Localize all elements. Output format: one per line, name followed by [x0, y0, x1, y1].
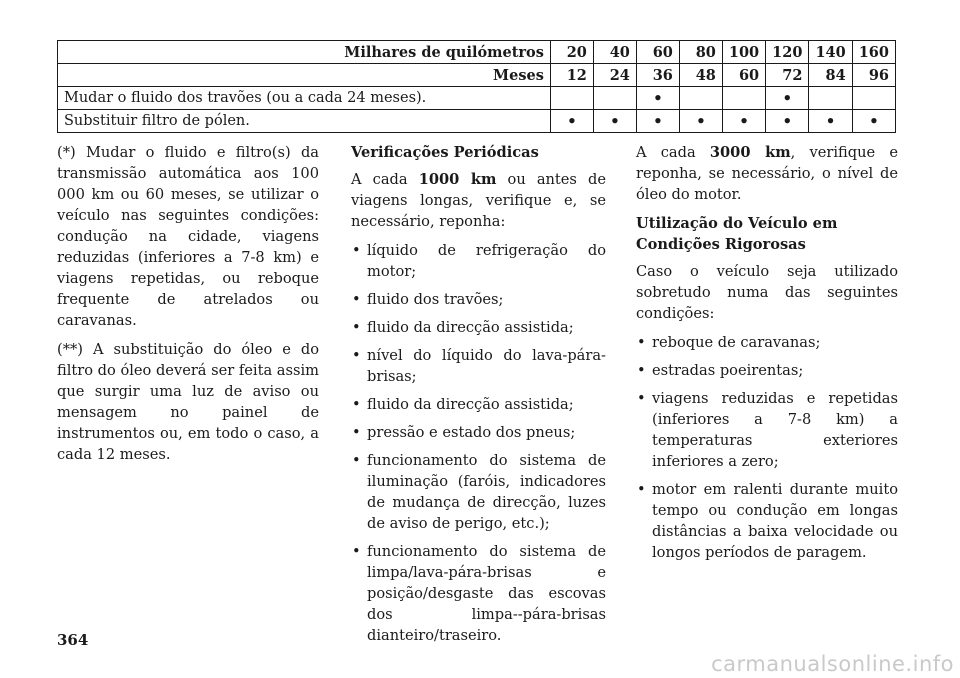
interval-value: 20 [550, 41, 593, 64]
severe-conditions-list [636, 332, 898, 563]
service-mark: • [722, 110, 765, 133]
intro-text: A cada [636, 144, 710, 161]
list-item: • pressão e estado dos pneus; [351, 422, 606, 443]
service-mark: • [766, 87, 809, 110]
service-mark: • [679, 110, 722, 133]
interval-value: 24 [593, 64, 636, 87]
service-mark: • [852, 110, 895, 133]
interval-value: 48 [679, 64, 722, 87]
service-mark: • [550, 110, 593, 133]
interval-value: 36 [636, 64, 679, 87]
service-mark: • [636, 87, 679, 110]
interval-value: 100 [722, 41, 765, 64]
list-item: • fluido da direcção assistida; [351, 317, 606, 338]
list-item: • viagens reduzidas e repetidas (inferiores a 7-8 km) a temperaturas exteriores inferiores a zero; [636, 388, 898, 472]
list-item: • funcionamento do sistema de iluminação (faróis, indicadores de mudança de direcção, luzes de aviso de perigo, etc.); [351, 450, 606, 534]
heading-severe-conditions: Utilização do Veículo em Condições Rigorosas [636, 215, 838, 253]
interval-value: 120 [766, 41, 809, 64]
service-mark [722, 87, 765, 110]
interval-value: 72 [766, 64, 809, 87]
service-mark [852, 87, 895, 110]
service-label: Mudar o fluido dos travões (ou a cada 24 meses). [58, 87, 551, 110]
severe-conditions-intro: Caso o veículo seja utilizado sobretudo numa das seguintes condições: [636, 263, 898, 322]
column-severe-conditions [636, 142, 898, 570]
list-item: • reboque de caravanas; [636, 332, 898, 353]
interval-value: 80 [679, 41, 722, 64]
heading-periodic-checks: Verificações Periódicas [351, 144, 539, 161]
note-oil: (**) A substituição do óleo e do filtro do óleo deverá ser feita assim que surgir uma luz de aviso ou mensagem no painel de instrumentos ou, em todo o caso, a cada 12 meses. [57, 341, 319, 463]
table-row [58, 110, 896, 133]
list-item: • nível do líquido do lava-pára-brisas; [351, 345, 606, 387]
list-item: • motor em ralenti durante muito tempo ou condução em longas distâncias a baixa velocidade ou longos períodos de paragem. [636, 479, 898, 563]
interval-value: 60 [722, 64, 765, 87]
list-item: • funcionamento do sistema de limpa/lava-pára-brisas e posição/desgaste das escovas dos limpa--pára-brisas dianteiro/traseiro. [351, 541, 606, 646]
column-periodic-checks [351, 142, 606, 653]
column-notes [57, 142, 319, 473]
watermark: carmanualsonline.info [711, 652, 954, 676]
periodic-checks-intro [351, 169, 606, 232]
header-label: Milhares de quilómetros [58, 41, 551, 64]
service-label: Substituir filtro de pólen. [58, 110, 551, 133]
interval-value: 40 [593, 41, 636, 64]
service-mark [809, 87, 852, 110]
intro-text: A cada [351, 171, 419, 188]
interval-value: 60 [636, 41, 679, 64]
interval-value: 84 [809, 64, 852, 87]
intro-text: , verifique e reponha, se necessário, o nível de óleo do motor. [636, 144, 898, 203]
interval-value: 140 [809, 41, 852, 64]
service-mark [679, 87, 722, 110]
interval-value: 12 [550, 64, 593, 87]
list-item: • líquido de refrigeração do motor; [351, 240, 606, 282]
maintenance-schedule-table [57, 40, 896, 133]
header-label: Meses [58, 64, 551, 87]
note-transmission: (*) Mudar o fluido e filtro(s) da transmissão automática aos 100 000 km ou 60 meses, se utilizar o veículo nas seguintes condições: condução na cidade, viagens reduzidas (inferiores a 7-8 km) e viagens repetidas, ou reboque frequente de atrelados ou caravanas. [57, 144, 319, 329]
interval-value: 96 [852, 64, 895, 87]
service-mark: • [766, 110, 809, 133]
service-mark [550, 87, 593, 110]
interval-value: 160 [852, 41, 895, 64]
table-header-row [58, 41, 896, 64]
page-number: 364 [57, 631, 89, 649]
intro-distance: 1000 km [418, 171, 497, 188]
intro-distance: 3000 km [709, 144, 791, 161]
list-item: • fluido dos travões; [351, 289, 606, 310]
service-mark: • [593, 110, 636, 133]
oil-check-intro [636, 142, 898, 205]
list-item: • estradas poeirentas; [636, 360, 898, 381]
service-mark: • [809, 110, 852, 133]
table-row [58, 87, 896, 110]
service-mark [593, 87, 636, 110]
list-item: • fluido da direcção assistida; [351, 394, 606, 415]
table-header-row [58, 64, 896, 87]
service-mark: • [636, 110, 679, 133]
periodic-checks-list [351, 240, 606, 646]
intro-text: ou antes de viagens longas, verifique e, se necessário, reponha: [351, 171, 607, 230]
